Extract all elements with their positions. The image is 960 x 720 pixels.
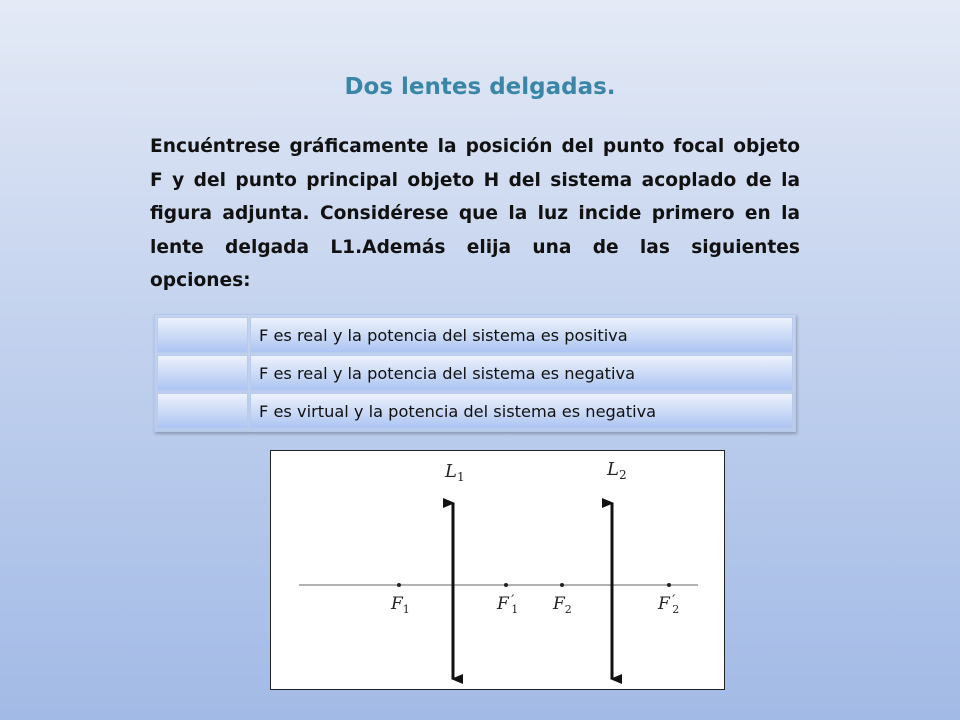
focal-point-f1-label: $F_1$ [391, 594, 410, 616]
focal-point-f1 [397, 583, 401, 587]
option-answer-box[interactable] [157, 355, 248, 391]
option-row[interactable] [157, 317, 793, 353]
option-label: F es virtual y la potencia del sistema es negativa [250, 393, 793, 429]
focal-point-f2-label: $F_2$ [553, 594, 572, 616]
options-table [154, 314, 796, 432]
lens-l2-label: $L_2$ [607, 459, 627, 482]
focal-point-f1-prime-label: F´ 1 [497, 594, 519, 616]
slide-title: Dos lentes delgadas. [344, 74, 616, 100]
option-answer-box[interactable] [157, 317, 248, 353]
lens-diagram-svg [271, 451, 724, 689]
option-label: F es real y la potencia del sistema es positiva [250, 317, 793, 353]
option-row[interactable] [157, 355, 793, 391]
option-label: F es real y la potencia del sistema es negativa [250, 355, 793, 391]
focal-point-f2-prime-label: F´ 2 [658, 594, 680, 616]
focal-point-f2-prime [667, 583, 671, 587]
focal-point-f1-prime [504, 583, 508, 587]
focal-point-f2 [560, 583, 564, 587]
problem-statement: Encuéntrese gráficamente la posición del punto focal objeto F y del punto principal objeto H del sistema acoplado de la figura adjunta. Considérese que la luz incide primero en la lente delgada L1.Además elija una de las siguientes opciones: [150, 136, 800, 291]
lens-diagram [270, 450, 725, 690]
option-row[interactable] [157, 393, 793, 429]
option-answer-box[interactable] [157, 393, 248, 429]
lens-l1-label: $L_1$ [445, 461, 465, 484]
